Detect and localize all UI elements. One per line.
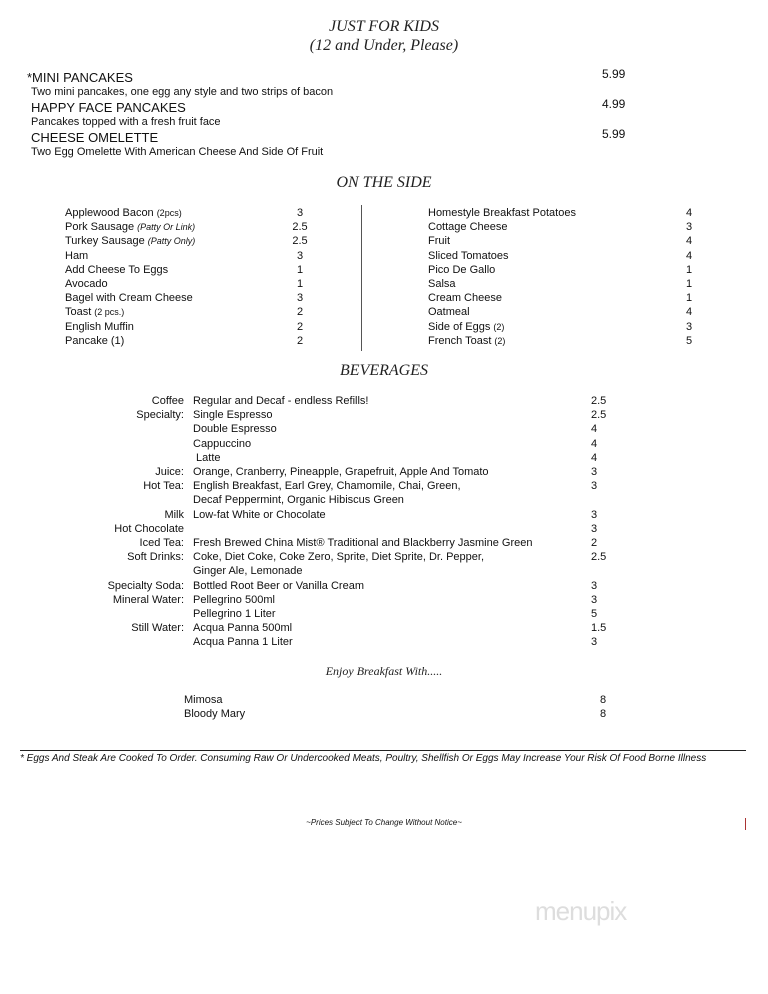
side-item-name: Cottage Cheese xyxy=(428,221,508,234)
enjoy-item-name: Mimosa xyxy=(184,694,223,706)
side-item-right xyxy=(428,320,504,334)
side-item-price: 2.5 xyxy=(292,235,308,248)
side-item-price: 2 xyxy=(296,334,304,347)
beverage-price: 3 xyxy=(591,508,598,521)
side-item-name: Fruit xyxy=(428,235,450,248)
side-item-right xyxy=(428,277,456,291)
side-item-right xyxy=(428,334,505,348)
beverage-label: Still Water: xyxy=(131,622,184,635)
side-item-right xyxy=(428,263,495,277)
side-item-name: Bagel with Cream Cheese xyxy=(65,292,193,305)
side-item-name: French Toast xyxy=(428,334,492,347)
side-item-note: (Patty Or Link) xyxy=(137,222,196,233)
side-item-left xyxy=(65,220,195,234)
side-item-price: 3 xyxy=(296,207,304,219)
beverage-label: Hot Chocolate xyxy=(114,522,184,535)
side-item-price: 4 xyxy=(685,306,693,319)
beverage-desc: Latte xyxy=(193,451,221,464)
kids-subtitle: (12 and Under, Please) xyxy=(309,37,459,54)
side-item-name: Homestyle Breakfast Potatoes xyxy=(428,207,576,219)
enjoy-item-price: 8 xyxy=(600,708,607,721)
beverage-desc: Acqua Panna 1 Liter xyxy=(193,636,293,649)
side-item-right xyxy=(428,206,576,220)
kids-item-price: 4.99 xyxy=(602,97,626,111)
side-item-name: Turkey Sausage xyxy=(65,235,145,248)
beverage-price: 4 xyxy=(591,451,598,464)
beverage-price: 2.5 xyxy=(591,551,607,564)
side-item-left xyxy=(65,291,193,305)
side-item-left xyxy=(65,234,195,248)
side-item-price: 2 xyxy=(296,320,304,333)
kids-item-name: CHEESE OMELETTE xyxy=(31,130,159,145)
side-item-left xyxy=(65,263,168,277)
sides-divider xyxy=(361,205,362,351)
beverage-label: Juice: xyxy=(155,466,184,478)
side-item-price: 3 xyxy=(685,320,693,333)
side-item-name: Pork Sausage xyxy=(65,221,135,234)
side-item-name: Add Cheese To Eggs xyxy=(65,263,169,276)
beverage-price: 2.5 xyxy=(591,409,607,422)
side-item-right xyxy=(428,234,450,248)
side-item-price: 2.5 xyxy=(292,221,308,234)
beverage-price: 3 xyxy=(591,480,598,493)
side-item-price: 4 xyxy=(685,249,693,262)
enjoy-item-name: Bloody Mary xyxy=(184,708,246,721)
side-item-note: (Patty Only) xyxy=(147,236,196,247)
side-item-price: 4 xyxy=(685,235,693,248)
side-item-name: Ham xyxy=(65,249,89,262)
beverage-price: 3 xyxy=(591,636,598,649)
side-item-name: Toast xyxy=(65,306,92,319)
kids-item-desc: Two mini pancakes, one egg any style and two strips of bacon xyxy=(31,86,334,98)
side-item-left xyxy=(65,206,182,220)
beverage-price: 3 xyxy=(591,466,598,478)
beverage-desc: Cappuccino xyxy=(193,437,252,450)
side-item-left xyxy=(65,305,124,319)
side-item-name: Salsa xyxy=(428,278,456,290)
side-item-name: Pico De Gallo xyxy=(428,263,496,276)
beverage-label: Soft Drinks: xyxy=(127,551,184,564)
side-item-right xyxy=(428,249,509,263)
kids-item-price: 5.99 xyxy=(602,127,626,141)
beverage-price: 4 xyxy=(591,437,598,450)
beverage-desc: Decaf Peppermint, Organic Hibiscus Green xyxy=(193,494,404,507)
beverage-desc: Low-fat White or Chocolate xyxy=(193,508,326,521)
kids-title: JUST FOR KIDS xyxy=(329,18,439,35)
side-item-name: Cream Cheese xyxy=(428,292,502,305)
kids-item-name: HAPPY FACE PANCAKES xyxy=(31,100,186,115)
side-item-name: Side of Eggs xyxy=(428,320,491,333)
beverage-label: Coffee xyxy=(151,395,184,407)
beverage-desc: Pellegrino 500ml xyxy=(193,593,275,606)
prices-note: ~Prices Subject To Change Without Notice~ xyxy=(306,818,462,827)
side-item-left xyxy=(65,249,88,263)
side-item-price: 3 xyxy=(296,249,304,262)
beverage-price: 4 xyxy=(591,423,598,436)
beverage-label: Specialty: xyxy=(136,409,184,422)
side-item-left xyxy=(65,334,124,348)
kids-item-name: *MINI PANCAKES xyxy=(27,70,133,85)
side-item-name: Pancake (1) xyxy=(65,334,125,347)
side-item-price: 1 xyxy=(685,292,693,305)
beverage-price: 3 xyxy=(591,579,598,592)
beverage-price: 5 xyxy=(591,608,598,620)
beverage-price: 3 xyxy=(591,593,598,606)
beverage-desc: Ginger Ale, Lemonade xyxy=(193,565,303,578)
enjoy-item-price: 8 xyxy=(600,694,607,706)
kids-item-desc: Two Egg Omelette With American Cheese And Side Of Fruit xyxy=(31,146,324,158)
kids-item-price: 5.99 xyxy=(602,67,626,81)
beverage-price: 3 xyxy=(591,522,598,535)
beverage-price: 2 xyxy=(591,537,598,549)
beverage-desc: Single Espresso xyxy=(193,409,273,422)
enjoy-title: Enjoy Breakfast With..... xyxy=(325,664,443,678)
beverage-price: 1.5 xyxy=(591,622,607,635)
side-item-price: 2 xyxy=(296,306,304,319)
side-item-price: 3 xyxy=(685,221,693,234)
sides-title: ON THE SIDE xyxy=(336,174,432,191)
side-item-note: (2) xyxy=(494,335,506,346)
beverage-desc: Coke, Diet Coke, Coke Zero, Sprite, Diet Sprite, Dr. Pepper, xyxy=(193,551,485,564)
disclaimer: * Eggs And Steak Are Cooked To Order. Consuming Raw Or Undercooked Meats, Poultry, Shellfish Or Eggs May Increase Your Risk Of Food Borne Illness xyxy=(20,753,707,764)
beverage-desc: Fresh Brewed China Mist® Traditional and Blackberry Jasmine Green xyxy=(193,537,533,549)
beverage-desc: Acqua Panna 500ml xyxy=(193,622,293,635)
side-item-left xyxy=(65,277,108,291)
beverage-desc: Pellegrino 1 Liter xyxy=(193,608,276,620)
side-item-name: Oatmeal xyxy=(428,306,470,319)
beverage-label: Hot Tea: xyxy=(143,480,184,493)
side-item-name: Avocado xyxy=(65,278,108,290)
side-item-right xyxy=(428,291,502,305)
side-item-name: Applewood Bacon xyxy=(65,207,154,219)
side-item-note: (2pcs) xyxy=(156,208,182,218)
side-item-left xyxy=(65,320,134,334)
beverage-desc: English Breakfast, Earl Grey, Chamomile, Chai, Green, xyxy=(193,480,461,493)
side-item-price: 5 xyxy=(685,334,693,347)
beverage-label: Milk xyxy=(164,508,184,521)
side-item-name: Sliced Tomatoes xyxy=(428,249,509,262)
beverage-label: Iced Tea: xyxy=(139,537,184,549)
beverage-label: Mineral Water: xyxy=(112,593,184,606)
side-item-price: 1 xyxy=(685,263,693,276)
side-item-price: 1 xyxy=(685,278,693,290)
footer-divider xyxy=(20,750,746,751)
beverage-label: Specialty Soda: xyxy=(107,579,184,592)
beverages-title: BEVERAGES xyxy=(340,362,428,379)
beverage-desc: Regular and Decaf - endless Refills! xyxy=(193,395,369,407)
beverage-desc: Double Espresso xyxy=(193,423,277,436)
side-item-right xyxy=(428,305,470,319)
kids-item-desc: Pancakes topped with a fresh fruit face xyxy=(31,116,221,128)
side-item-note: (2 pcs.) xyxy=(94,307,125,318)
watermark-logo: menupix xyxy=(535,896,627,926)
beverage-price: 2.5 xyxy=(591,395,607,407)
beverage-desc: Bottled Root Beer or Vanilla Cream xyxy=(193,579,364,592)
side-item-price: 1 xyxy=(296,278,304,290)
side-item-name: English Muffin xyxy=(65,320,134,333)
side-item-price: 1 xyxy=(296,263,304,276)
edge-mark xyxy=(745,818,746,830)
side-item-note: (2) xyxy=(493,321,505,332)
side-item-price: 3 xyxy=(296,292,304,305)
side-item-price: 4 xyxy=(685,207,693,219)
beverage-desc: Orange, Cranberry, Pineapple, Grapefruit, Apple And Tomato xyxy=(193,466,489,478)
side-item-right xyxy=(428,220,508,234)
